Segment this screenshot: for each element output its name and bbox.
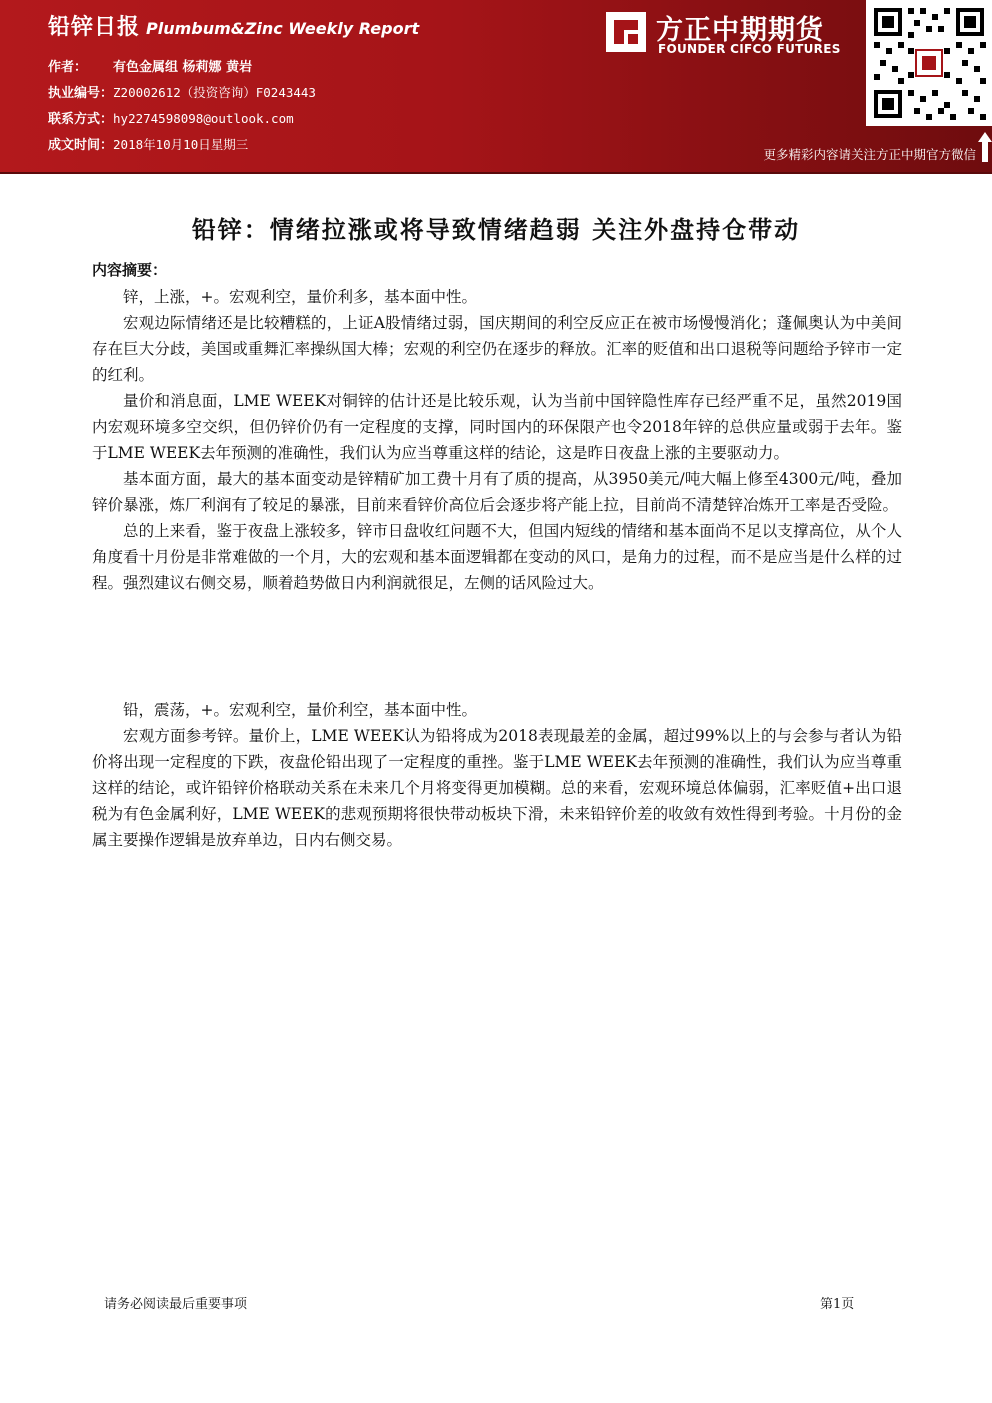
logo-text-cn: 方正中期期货	[656, 15, 824, 46]
lead-paragraph: 铅，震荡，+。宏观利空，量价利空，基本面中性。	[123, 701, 477, 719]
author-value: 有色金属组 杨莉娜 黄岩	[113, 60, 253, 75]
logo-text-en: FOUNDER CIFCO FUTURES	[658, 42, 841, 56]
company-logo	[604, 8, 858, 58]
zinc-paragraph: 基本面方面，最大的基本面变动是锌精矿加工费十月有了质的提高，从3950美元/吨大幅上修至4300元/吨，叠加锌价暴涨，炼厂利润有了较足的暴涨，目前来看锌价高位后会逐步将产能上拉，目前尚不清楚锌冶炼开工率是否受险。	[92, 470, 902, 514]
report-title-en: Plumbum&Zinc Weekly Report	[146, 19, 420, 38]
zinc-paragraph: 总的上来看，鉴于夜盘上涨较多，锌市日盘收红问题不大，但国内短线的情绪和基本面尚不足以支撑高位，从个人角度看十月份是非常难做的一个月，大的宏观和基本面逻辑都在变动的风口，是角力的过程，而不是应当是什么样的过程。强烈建议右侧交易，顺着趋势做日内利润就很足，左侧的话风险过大。	[92, 522, 902, 592]
contact-row	[48, 108, 294, 127]
author-row	[48, 56, 252, 75]
zinc-paragraph: 宏观边际情绪还是比较糟糕的，上证A股情绪过弱，国庆期间的利空反应正在被市场慢慢消化；蓬佩奥认为中美间存在巨大分歧，美国或重舞汇率操纵国大棒；宏观的利空仍在逐步的释放。汇率的贬值和出口退税等问题给予锌市一定的红利。	[92, 314, 902, 384]
license-value: Z20002612（投资咨询）F0243443	[113, 85, 316, 100]
date-label: 成文时间：	[48, 138, 114, 153]
summary-label: 内容摘要：	[92, 261, 168, 279]
date-value: 2018年10月10日星期三	[113, 137, 249, 152]
arrow-up-icon	[978, 132, 992, 162]
report-title-cn: 铅锌日报	[48, 15, 141, 40]
contact-value: hy2274598098@outlook.com	[113, 111, 294, 126]
article-title: 铅锌：情绪拉涨或将导致情绪趋弱 关注外盘持仓带动	[191, 216, 801, 244]
founder-logo-icon	[604, 10, 648, 54]
zinc-section	[92, 284, 902, 596]
disclaimer-note: 请务必阅读最后重要事项	[104, 1297, 248, 1312]
wechat-qr-code-icon	[866, 0, 992, 126]
lead-paragraph: 宏观方面参考锌。量价上，LME WEEK认为铅将成为2018表现最差的金属，超过99%以上的与会参与者认为铅价将出现一定程度的下跌，夜盘伦铅出现了一定程度的重挫。鉴于LME WEEK去年预测的准确性，我们认为应当尊重这样的结论，或许铅锌价格联动关系在未来几个月将变得更加模糊。总的来看，宏观环境总体偏弱，汇率贬值+出口退税为有色金属利好，LME WEEK的悲观预期将很快带动板块下滑，未来铅锌价差的收敛有效性得到考验。十月份的金属主要操作逻辑是放弃单边，日内右侧交易。	[92, 727, 902, 849]
date-row	[48, 134, 248, 153]
lead-section	[92, 697, 902, 853]
license-label: 执业编号：	[48, 86, 114, 101]
license-row	[48, 82, 316, 101]
page-number: 第1页	[820, 1297, 855, 1312]
zinc-paragraph: 量价和消息面，LME WEEK对铜锌的估计还是比较乐观，认为当前中国锌隐性库存已经严重不足，虽然2019国内宏观环境多空交织，但仍锌价仍有一定程度的支撑，同时国内的环保限产也令2018年锌的总供应量或弱于去年。鉴于LME WEEK去年预测的准确性，我们认为应当尊重这样的结论，这是昨日夜盘上涨的主要驱动力。	[92, 392, 902, 462]
contact-label: 联系方式：	[48, 112, 114, 127]
zinc-paragraph: 锌，上涨，+。宏观利空，量价利多，基本面中性。	[123, 288, 477, 306]
follow-wechat-text: 更多精彩内容请关注方正中期官方微信	[763, 147, 976, 162]
report-title	[48, 10, 419, 41]
header-divider	[0, 172, 992, 174]
author-label: 作者：	[48, 60, 88, 75]
